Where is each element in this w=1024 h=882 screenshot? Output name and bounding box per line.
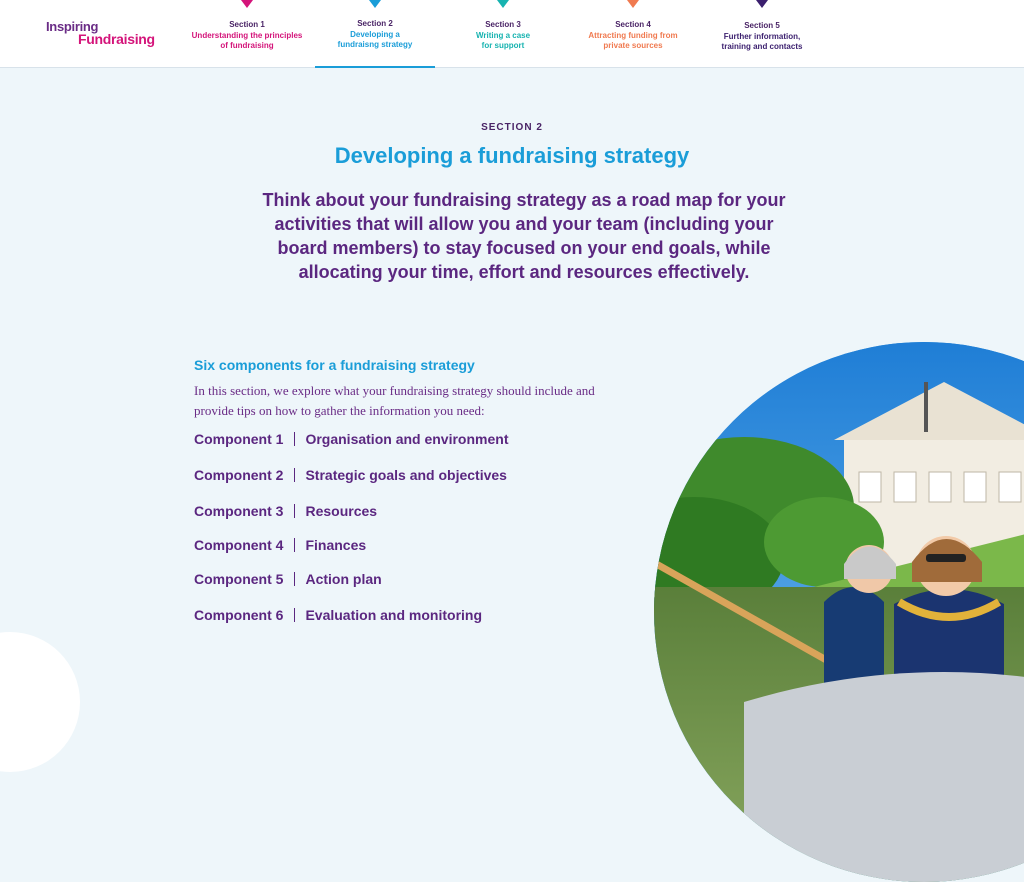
component-name: Organisation and environment: [305, 431, 509, 447]
top-navigation: [0, 0, 1024, 68]
component-link-1[interactable]: [194, 431, 508, 447]
component-number: Component 2: [194, 467, 284, 483]
component-number: Component 1: [194, 431, 284, 447]
component-name: Strategic goals and objectives: [305, 467, 507, 483]
logo-line-2: Fundraising: [78, 31, 155, 47]
section-1-marker-icon: [241, 0, 253, 8]
tab-section-2[interactable]: [315, 0, 435, 68]
component-name: Evaluation and monitoring: [305, 607, 483, 623]
component-name: Resources: [305, 503, 378, 519]
tab-section-5[interactable]: [704, 0, 820, 67]
divider: [294, 504, 295, 518]
component-number: Component 6: [194, 607, 284, 623]
tab-section-1-subtitle: Understanding the principles of fundraising: [191, 31, 303, 50]
tab-section-3-subtitle: Writing a case for support: [475, 31, 531, 50]
page-title: Developing a fundraising strategy: [334, 143, 690, 168]
component-number: Component 3: [194, 503, 284, 519]
tab-section-3[interactable]: [445, 0, 561, 67]
divider: [294, 608, 295, 622]
tab-section-1-title: Section 1: [229, 20, 265, 29]
section-3-marker-icon: [497, 0, 509, 8]
decorative-corner-shape: [0, 632, 80, 772]
components-intro: In this section, we explore what your fundraising strategy should include and provide tips on how to gather the information you need:: [194, 383, 595, 418]
component-name: Action plan: [305, 571, 382, 587]
tab-section-3-title: Section 3: [485, 20, 521, 29]
component-link-5[interactable]: [194, 571, 382, 587]
divider: [294, 468, 295, 482]
divider: [294, 432, 295, 446]
component-link-3[interactable]: [194, 503, 377, 519]
component-link-6[interactable]: [194, 607, 482, 623]
tab-section-2-subtitle: Developing a fundraisng strategy: [337, 30, 413, 49]
tab-section-1[interactable]: [185, 0, 309, 67]
tab-section-4-title: Section 4: [615, 20, 651, 29]
rowing-photo: [654, 342, 1024, 882]
section-kicker: SECTION 2: [481, 122, 543, 133]
tab-section-5-title: Section 5: [744, 21, 780, 30]
tab-section-4[interactable]: [574, 0, 692, 67]
tab-section-5-subtitle: Further information, training and contacts: [721, 32, 803, 51]
component-link-4[interactable]: [194, 537, 366, 553]
section-2-marker-icon: [369, 0, 381, 8]
rowing-photo-illustration: [654, 342, 1024, 882]
component-number: Component 4: [194, 537, 284, 553]
section-5-marker-icon: [756, 0, 768, 8]
component-name: Finances: [305, 537, 367, 553]
logo-line-1: Inspiring: [46, 19, 99, 34]
component-number: Component 5: [194, 571, 284, 587]
intro-paragraph: Think about your fundraising strategy as a road map for your activities that will allow you and your team (including your board members) to stay focused on your end goals, while allocating your time, effort and resources effectively.: [262, 190, 786, 282]
divider: [294, 538, 295, 552]
components-heading: Six components for a fundraising strategy: [194, 357, 475, 373]
tab-section-4-subtitle: Attracting funding from private sources: [588, 31, 678, 50]
divider: [294, 572, 295, 586]
tab-section-2-title: Section 2: [357, 19, 393, 28]
inspiring-fundraising-logo[interactable]: [46, 20, 155, 46]
component-link-2[interactable]: [194, 467, 507, 483]
section-4-marker-icon: [627, 0, 639, 8]
